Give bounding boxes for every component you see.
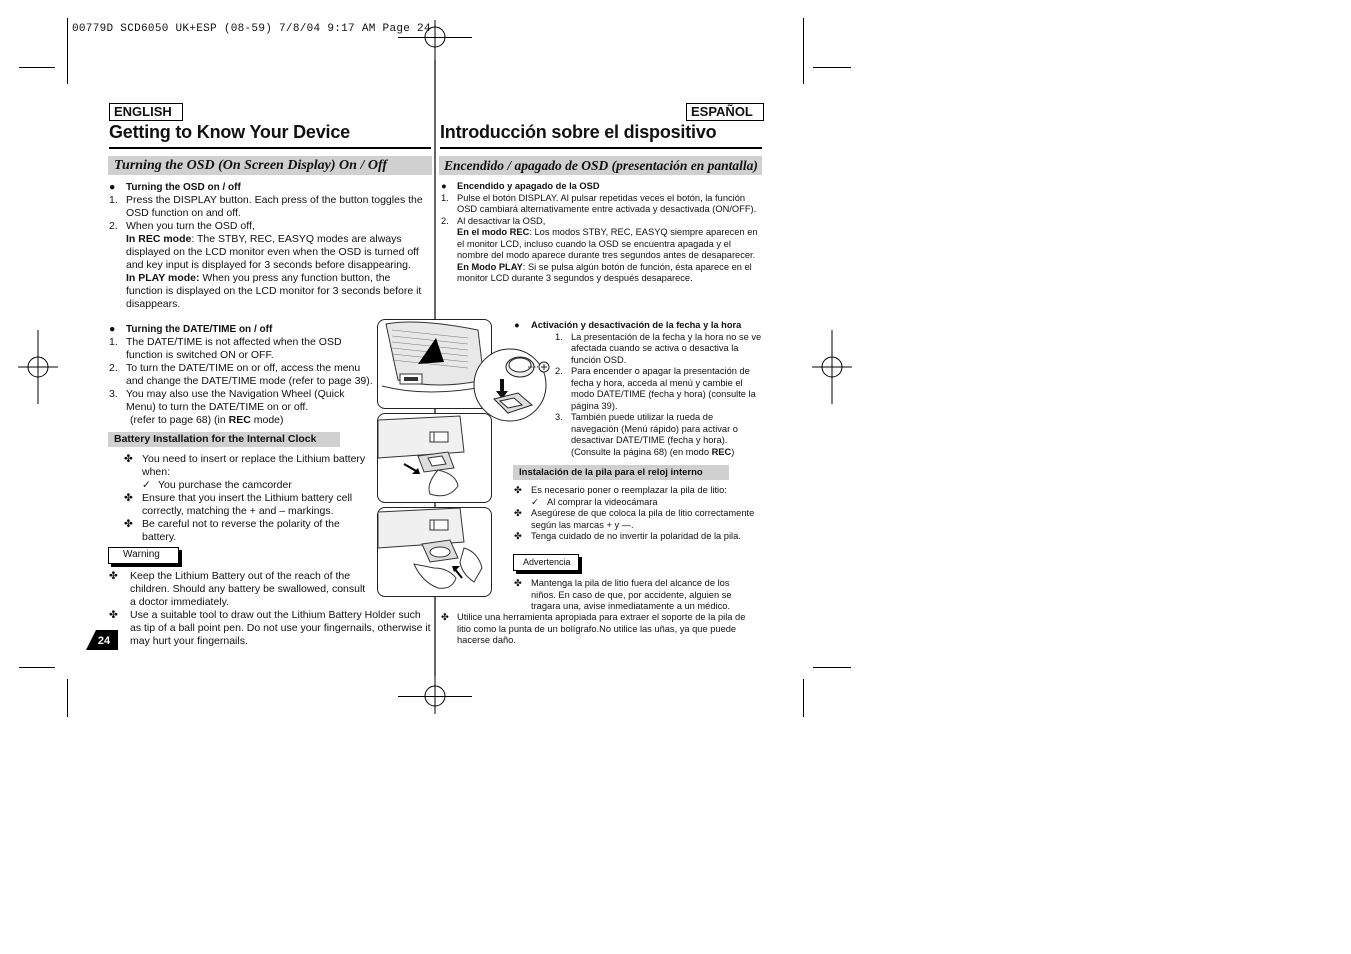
osd-block-spanish [441,181,759,285]
date-heading-english: Turning the DATE/TIME on / off [126,324,273,335]
list-item: When you turn the OSD off, [126,220,255,232]
cross-icon: ✤ [441,612,449,622]
title-rule-spanish [440,147,762,149]
list-item: To turn the DATE/TIME on or off, access the menu and change the DATE/TIME mode (refer to page 39). [126,362,373,387]
play-mode-english [109,272,427,311]
lang-label-spanish: ESPAÑOL [686,103,764,121]
play-mode-spanish [441,262,759,285]
list-item: Use a suitable tool to draw out the Lithium Battery Holder such as tip of a ball point pen. Do not use your fingernails, otherwise it may hurt your fingernails. [130,609,431,647]
list-item: Al desactivar la OSD, [457,215,546,226]
list-item: You purchase the camcorder [158,479,292,491]
list-item: Al comprar la videocámara [547,496,658,507]
battery-removal-illustration [377,413,492,503]
rec-text: : The STBY, REC, EASYQ modes are always displayed on the LCD monitor even when the OSD is turned off and key input is displayed for 3 seconds before disappearing. [126,233,419,271]
title-rule-english [109,147,431,149]
cross-icon: ✤ [514,578,522,588]
rec-mode-spanish [441,227,759,262]
page-number: 24 [97,635,111,647]
lang-label-english: ENGLISH [109,103,183,121]
list-item: Ensure that you insert the Lithium battery cell correctly, matching the + and – markings. [142,492,353,517]
battery-heading-english: Battery Installation for the Internal Clock [108,432,340,447]
check-icon: ✓ [142,479,151,491]
list-item: Be careful not to reverse the polarity of the battery. [142,518,340,543]
list-item: You may also use the Navigation Wheel (Quick Menu) to turn the DATE/TIME on or off. [126,388,345,413]
ref-mode: REC [228,414,251,426]
bullet-icon: ● [514,320,520,330]
ref-text: mode) [250,414,284,426]
date-block-spanish [514,320,762,458]
cross-icon: ✤ [109,570,118,582]
bullet-icon: ● [441,181,447,191]
osd-block-english [109,181,427,311]
cross-icon: ✤ [124,453,133,465]
page-title-english: Getting to Know Your Device [109,122,350,142]
battery-heading-spanish: Instalación de la pila para el reloj interno [513,465,729,480]
list-number: 3. [555,412,563,422]
list-item: Mantenga la pila de litio fuera del alcance de los niños. En caso de que, por accidente, alguien se tragara una, avise inmediatamente a un médico. [531,578,732,611]
list-number: 3. [109,388,118,400]
list-number: 2. [441,215,449,226]
osd-heading-spanish: Encendido y apagado de la OSD [457,181,600,191]
bullet-icon: ● [109,323,116,335]
hand-icon [378,414,491,502]
list-item: Keep the Lithium Battery out of the reach of the children. Should any battery be swallowed, consult a doctor immediately. [130,570,366,608]
list-item [571,412,762,458]
battery-block-spanish [514,485,764,543]
bullet-icon: ● [109,181,116,193]
list-number: 2. [109,362,118,374]
list-number: 1. [555,331,563,342]
cross-icon: ✤ [124,518,133,530]
hand-icon [378,508,491,596]
list-item: Para encender o apagar la presentación de fecha y hora, acceda al menú y cambie el modo DATE/TIME (fecha y hora) (consulte la página 39). [571,366,756,411]
osd-heading-english: Turning the OSD on / off [126,182,241,193]
cross-icon: ✤ [109,609,118,621]
play-text: When you press any function button, the function is displayed on the LCD monitor for 3 seconds before it disappears. [126,272,422,310]
list-item: Tenga cuidado de no invertir la polaridad de la pila. [531,531,741,541]
warning-box-english: Warning [108,547,179,564]
play-label: In PLAY mode: [126,272,200,284]
cross-icon: ✤ [124,492,133,504]
list-number: 1. [441,192,449,203]
cross-icon: ✤ [514,485,522,495]
ref-text: (refer to page 68) (in [130,414,229,426]
warning-1-spanish [514,578,754,613]
list-item: La presentación de la fecha y la hora no se ve afectada cuando se activa o desactiva la función OSD. [571,331,762,365]
rec-mode-english [109,233,427,272]
ref-text: ) [731,446,735,457]
date-ref-english [109,414,377,427]
list-number: 1. [109,336,118,348]
section-bar-spanish: Encendido / apagado de OSD (presentación en pantalla) [439,156,762,175]
page-title-spanish: Introducción sobre el dispositivo [440,122,717,142]
date-heading-spanish: Activación y desactivación de la fecha y la hora [531,320,742,330]
list-item: Es necesario poner o reemplazar la pila de litio: [531,485,727,495]
warning-2-spanish [441,612,759,647]
list-item: Press the DISPLAY button. Each press of the button toggles the OSD function on and off. [126,194,423,219]
cross-icon: ✤ [514,508,522,518]
rec-text: : Los modos STBY, REC, EASYQ siempre aparecen en el monitor LCD, incluso cuando la OSD se encuentra apagada y el nombre del modo aparece durante tres segundos antes de desaparecer. [457,227,758,260]
rec-label: In REC mode [126,233,192,245]
play-text: : Si se pulsa algún botón de función, ésta aparece en el monitor LCD durante 3 segundos y después desaparece. [457,261,752,283]
section-bar-english: Turning the OSD (On Screen Display) On / Off [108,156,432,175]
check-icon: ✓ [531,496,539,507]
list-item: Pulse el botón DISPLAY. Al pulsar repetidas veces el botón, la función OSD cambiará alternativamente entre activada y desactivada (ON/OFF). [457,192,757,214]
warning-box-spanish: Advertencia [513,554,579,571]
list-item: You need to insert or replace the Lithium battery when: [142,453,366,478]
list-number: 2. [109,220,118,232]
ref-text: También puede utilizar la rueda de navegación (Menú rápido) para activar o desactivar DATE/TIME (fecha y hora). (Consulte la página 68) (en modo [571,412,738,457]
rec-label: En el modo REC [457,227,530,237]
list-number: 2. [555,366,563,376]
list-item: Utilice una herramienta apropiada para extraer el soporte de la pila de litio como la punta de un bolígrafo.No utilice las uñas, ya que puede hacerse daño. [457,612,746,645]
ref-mode: REC [711,446,732,457]
play-label: En Modo PLAY [457,261,523,272]
date-block-english [109,323,377,427]
battery-insert-illustration [377,507,492,597]
list-item: The DATE/TIME is not affected when the OSD function is switched ON or OFF. [126,336,342,361]
battery-block-english [124,453,374,544]
list-number: 1. [109,194,118,206]
print-header: 00779D SCD6050 UK+ESP (08-59) 7/8/04 9:17 AM Page 24 [72,23,431,35]
list-item: Asegúrese de que coloca la pila de litio correctamente según las marcas + y —. [531,508,755,530]
cross-icon: ✤ [514,531,522,541]
